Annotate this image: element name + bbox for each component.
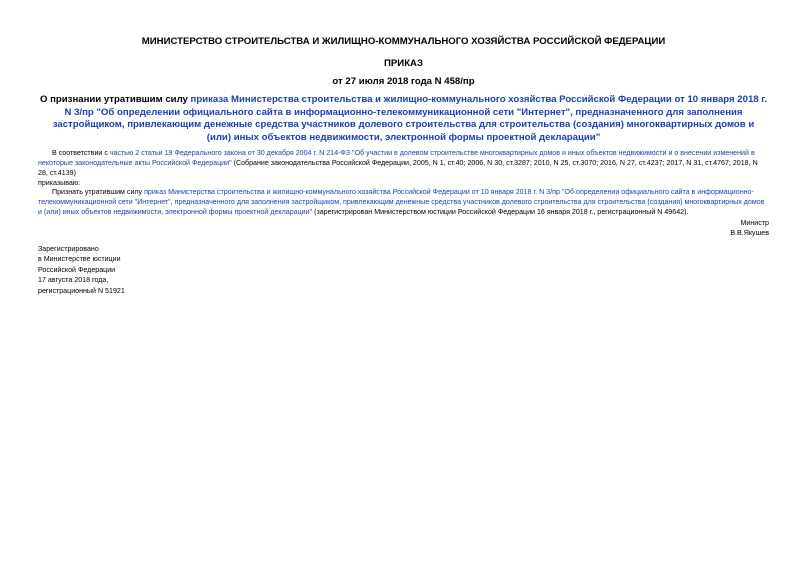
paragraph-repeal-prefix: Признать утратившим силу: [52, 188, 145, 196]
paragraph-basis-suffix: (Собрание законодательства Российской Федерации, 2005, N 1, ст.40; 2006, N 30, ст.3287; 2010, N 25, ст.3070; 2016, N 27, ст.4237; 2017, N 31, ст.4767; 2018, N 28, ст.4139): [38, 159, 758, 177]
registration-line: 17 августа 2018 года,: [38, 276, 109, 285]
registration-line: Российской Федерации: [38, 265, 116, 274]
title-prefix: О признании утратившим силу: [40, 94, 191, 105]
signature-name: В.В.Якушев: [730, 229, 769, 237]
registration-block: [38, 244, 125, 296]
document-title: [40, 94, 767, 144]
law-link[interactable]: частью 2 статьи 19 Федерального закона от 30 декабря 2004 г. N 214-ФЗ "Об участии в долевом строительстве многоквартирных домов и иных объектов недвижимости и о внесении изменений в некоторые законодательные акты Российской Федерации": [38, 149, 755, 167]
paragraph-repeal-suffix: (зарегистрирован Министерством юстиции Российской Федерации 16 января 2018 г., регистрационный N 49642).: [312, 208, 689, 216]
repealed-order-link[interactable]: приказ Министерства строительства и жилищно-коммунального хозяйства Российской Федерации от 10 января 2018 г. N 3/пр "Об определении официального сайта в информационно-телекоммуникационной сети "Интернет", предназначенного для заполнения застройщиком, привлекающим денежные средства участников долевого строительства для строительства (создания) многоквартирных домов и (или) иных объектов недвижимости, электронной формы проектной декларации": [38, 188, 765, 216]
registration-line: Зарегистрировано: [38, 245, 99, 253]
registration-line: регистрационный N 51921: [38, 286, 125, 295]
registration-line: в Министерстве юстиции: [38, 255, 121, 264]
signature-position: Министр: [740, 219, 769, 227]
ministry-heading: МИНИСТЕРСТВО СТРОИТЕЛЬСТВА И ЖИЛИЩНО-КОММУНАЛЬНОГО ХОЗЯЙСТВА РОССИЙСКОЙ ФЕДЕРАЦИИ: [141, 36, 666, 47]
paragraph-basis-prefix: В соответствии с: [52, 149, 110, 157]
paragraph-basis: [38, 148, 768, 178]
paragraph-order-word: приказываю:: [38, 179, 81, 187]
paragraph-repeal: [38, 187, 768, 217]
date-number-heading: от 27 июля 2018 года N 458/пр: [332, 76, 475, 87]
doc-type-heading: ПРИКАЗ: [384, 58, 423, 69]
title-link[interactable]: приказа Министерства строительства и жилищно-коммунального хозяйства Российской Федерации от 10 января 2018 г. N 3/пр "Об определении официального сайта в информационно-телекоммуникационной сети "Интернет", предназначенного для заполнения застройщиком, привлекающим денежные средства участников долевого строительства для строительства (создания) многоквартирных домов и (или) иных объектов недвижимости, электронной формы проектной декларации": [52, 94, 768, 143]
